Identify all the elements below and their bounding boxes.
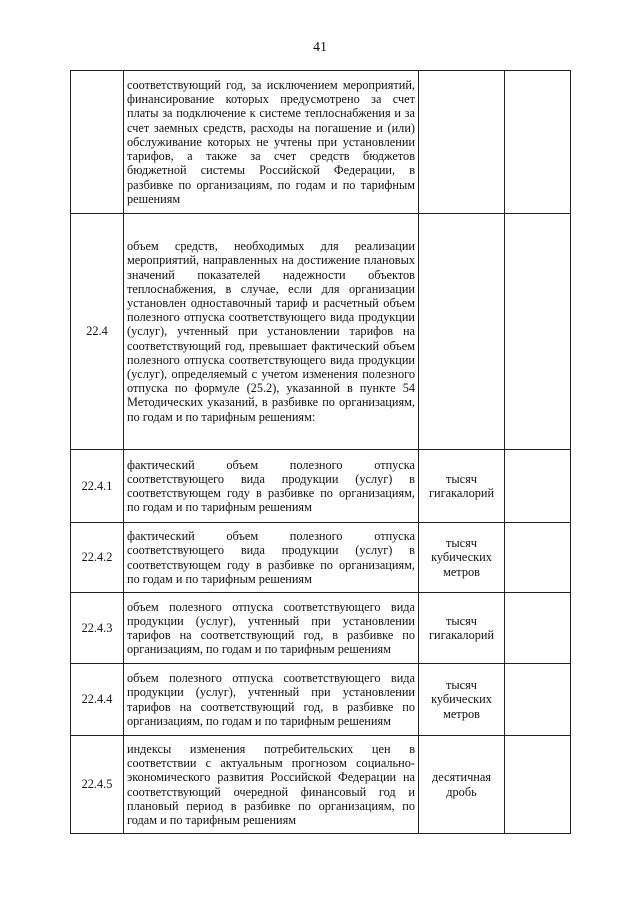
row-number: 22.4.3	[71, 593, 124, 664]
row-description: соответствующий год, за исключением мероприятий, финансирование которых предусмотрено за счет платы за подключение к системе теплоснабжения и за счет заемных средств, расходы на погашение и (или) обслуживание которых не учтены при установлении тарифов, а также за счет средств бюджетов бюджетной системы Российской Федерации, в разбивке по организациям, по годам и по тарифным решениям	[124, 71, 419, 214]
row-description: фактический объем полезного отпуска соответствующего вида продукции (услуг) в соответствующем году в разбивке по организациям, по годам и по тарифным решениям	[124, 523, 419, 593]
row-unit: тысяч кубических метров	[419, 664, 505, 736]
row-number: 22.4.2	[71, 523, 124, 593]
row-value	[505, 450, 571, 523]
table-row	[71, 71, 571, 214]
row-number: 22.4.4	[71, 664, 124, 736]
row-value	[505, 593, 571, 664]
row-value	[505, 664, 571, 736]
row-description: объем полезного отпуска соответствующего вида продукции (услуг), учтенный при установлении тарифов на соответствующий год, в разбивке по организациям, по годам и по тарифным решениям	[124, 593, 419, 664]
table-row	[71, 736, 571, 834]
table-row	[71, 214, 571, 450]
row-unit: тысяч гигакалорий	[419, 593, 505, 664]
row-value	[505, 71, 571, 214]
table-row	[71, 523, 571, 593]
row-description: фактический объем полезного отпуска соответствующего вида продукции (услуг) в соответствующем году в разбивке по организациям, по годам и по тарифным решениям	[124, 450, 419, 523]
row-unit: тысяч гигакалорий	[419, 450, 505, 523]
table-row	[71, 593, 571, 664]
row-value	[505, 523, 571, 593]
row-description: объем полезного отпуска соответствующего вида продукции (услуг), учтенный при установлении тарифов на соответствующий год, в разбивке по организациям, по годам и по тарифным решениям	[124, 664, 419, 736]
page-number: 41	[313, 40, 327, 55]
row-unit: десятичная дробь	[419, 736, 505, 834]
row-number: 22.4.1	[71, 450, 124, 523]
table-row	[71, 450, 571, 523]
row-unit	[419, 214, 505, 450]
row-unit	[419, 71, 505, 214]
row-description: объем средств, необходимых для реализации мероприятий, направленных на достижение плановых значений показателей надежности объектов теплоснабжения, в случае, если для организации установлен одноставочный тариф и расчетный объем полезного отпуска соответствующего вида продукции (услуг), учтенный при установлении тарифов на соответствующий год, превышает фактический объем полезного отпуска соответствующего вида продукции (услуг), определяемый с учетом изменения полезного отпуска по формуле (25.2), указанной в пункте 54 Методических указаний, в разбивке по организациям, по годам и по тарифным решениям:	[124, 214, 419, 450]
row-number: 22.4.5	[71, 736, 124, 834]
row-number: 22.4	[71, 214, 124, 450]
row-number	[71, 71, 124, 214]
row-value	[505, 214, 571, 450]
row-description: индексы изменения потребительских цен в соответствии с актуальным прогнозом социально-экономического развития Российской Федерации на соответствующий очередной финансовый год и плановый период в разбивке по организациям, по годам и по тарифным решениям	[124, 736, 419, 834]
table-row	[71, 664, 571, 736]
indicators-table	[70, 70, 571, 834]
row-value	[505, 736, 571, 834]
row-unit: тысяч кубических метров	[419, 523, 505, 593]
